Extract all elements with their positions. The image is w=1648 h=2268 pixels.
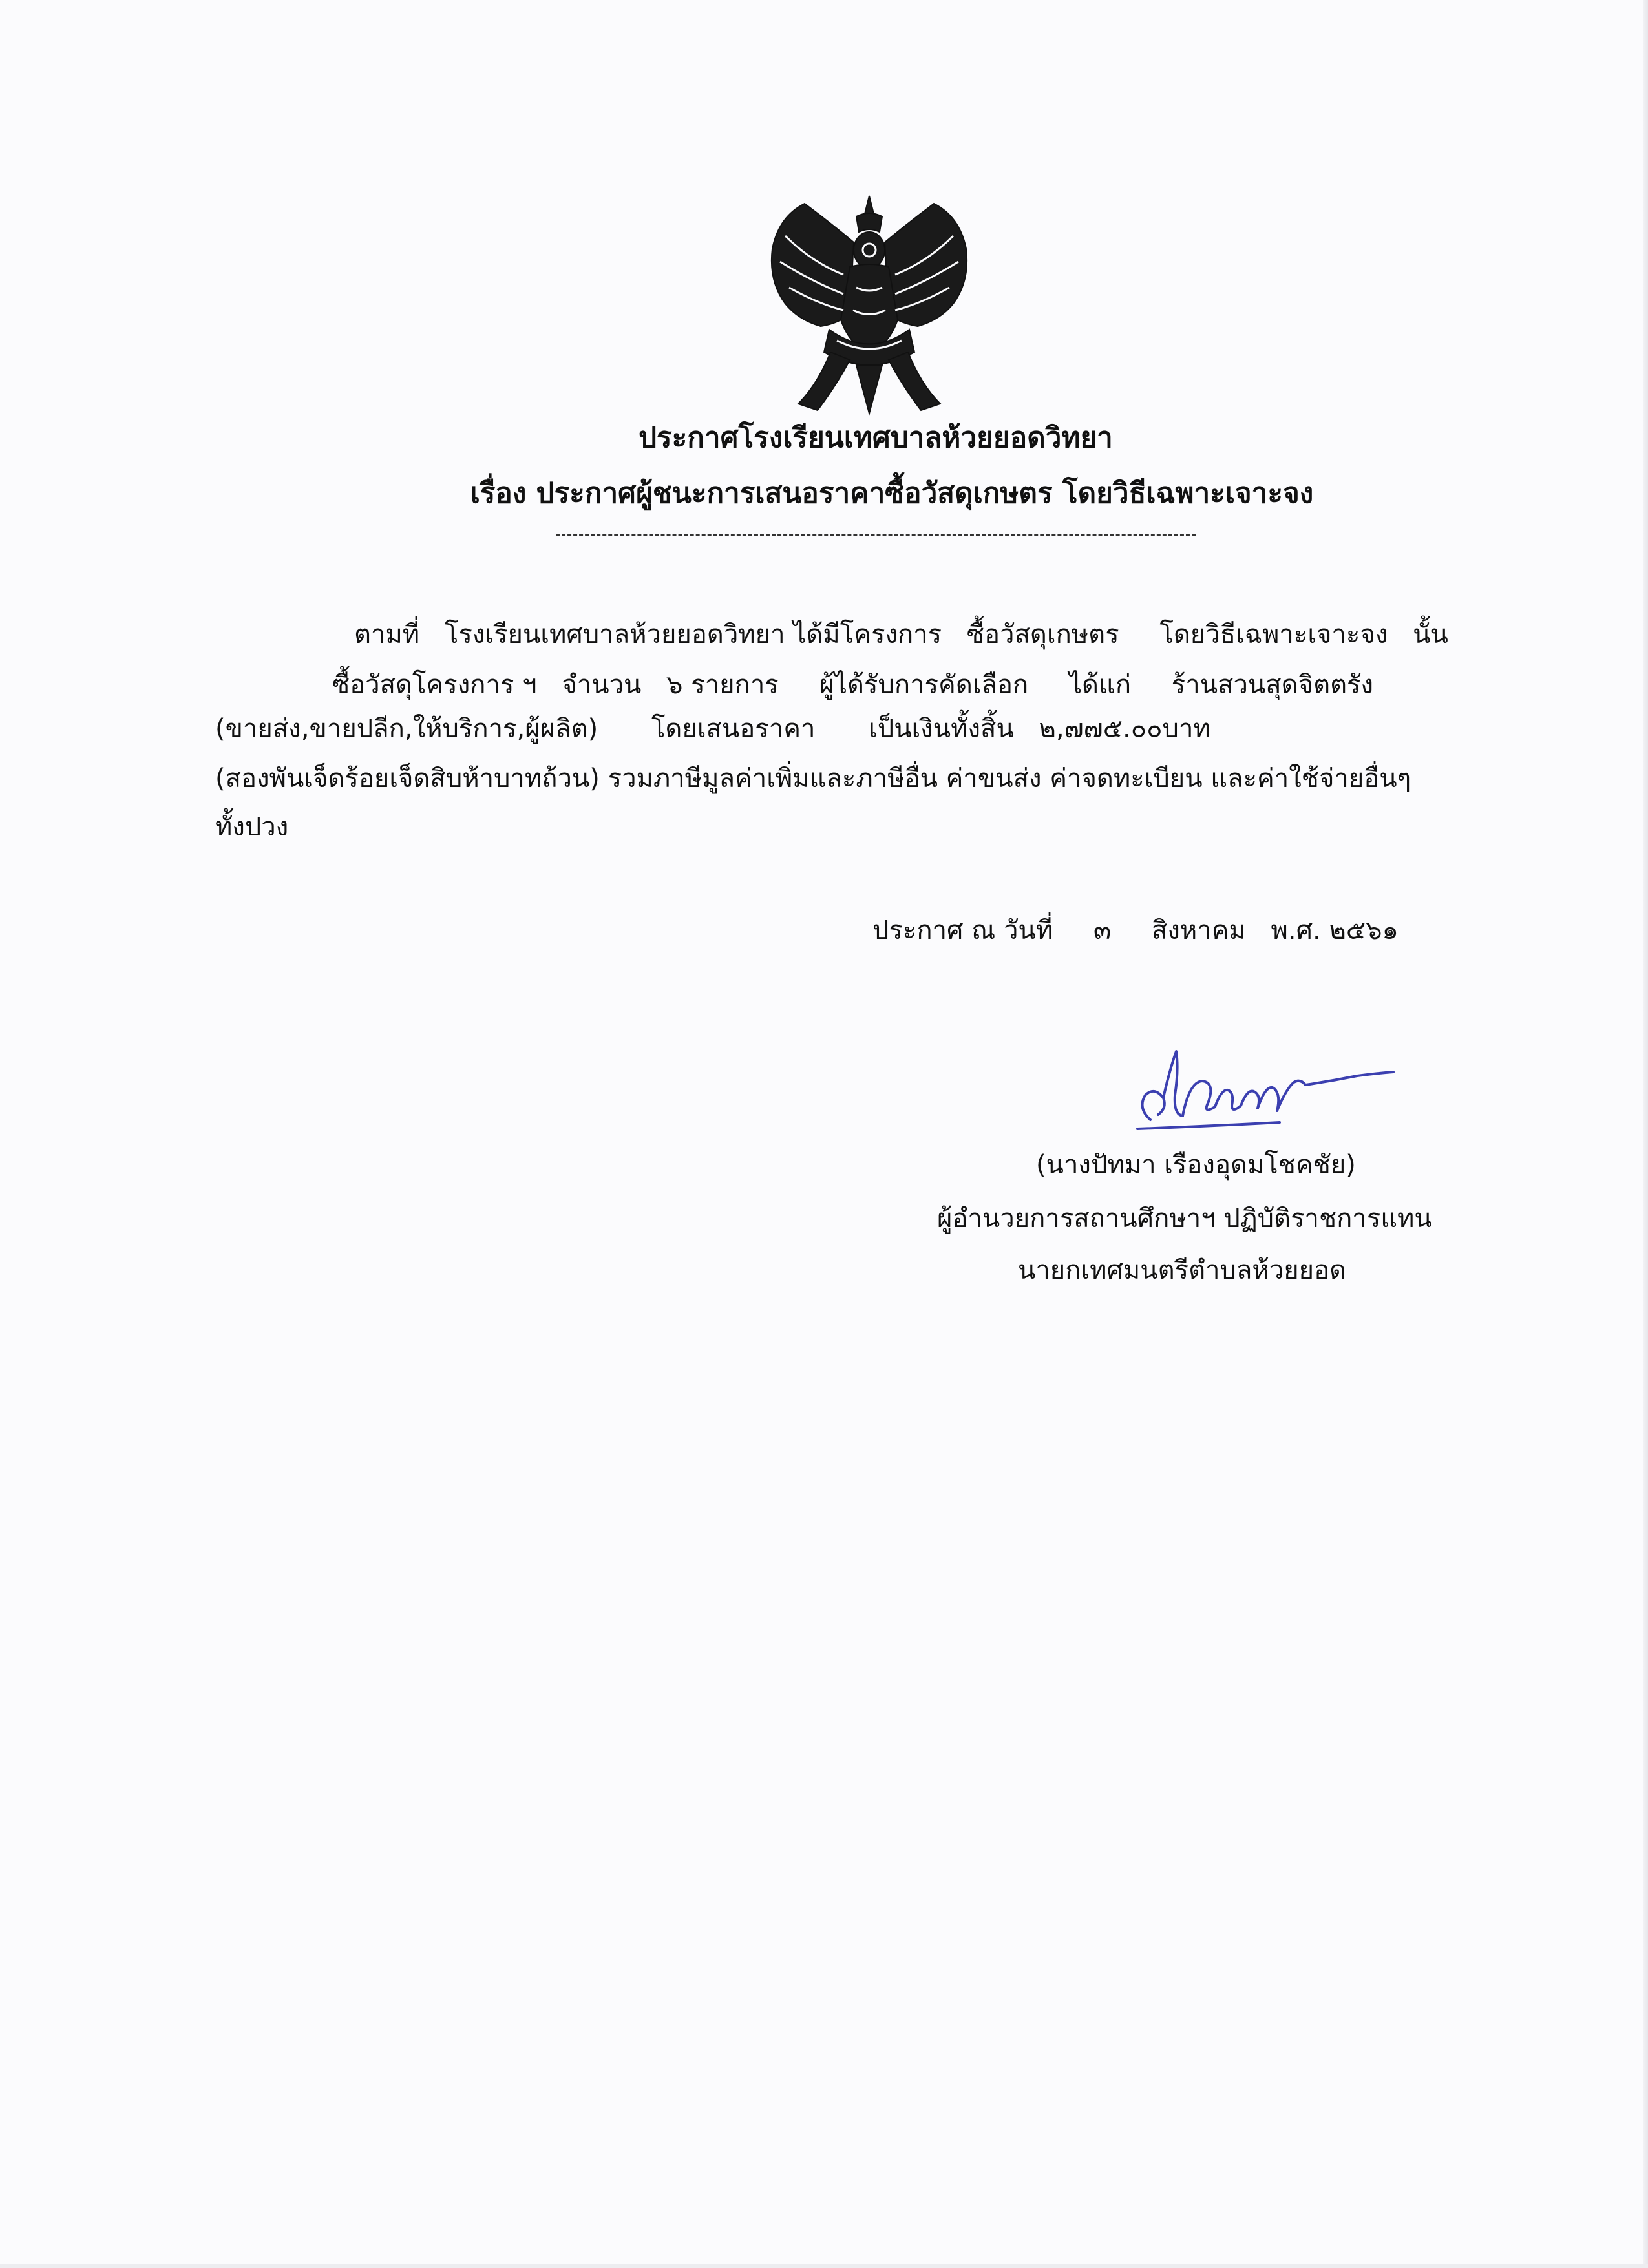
announcement-title: ประกาศโรงเรียนเทศบาลห้วยยอดวิทยา [639, 421, 1113, 454]
body-text: โดยวิธีเฉพาะเจาะจง [1159, 620, 1388, 649]
body-text: (ขายส่ง,ขายปลีก,ให้บริการ,ผู้ผลิต) [215, 714, 598, 744]
body-line-1 [354, 622, 1448, 647]
divider [556, 534, 1196, 536]
body-line-5: ทั้งปวง [215, 812, 289, 842]
body-text: นั้น [1413, 620, 1448, 649]
body-text: ซื้อวัสดุเกษตร [966, 620, 1119, 649]
body-text: โรงเรียนเทศบาลห้วยยอดวิทยา ได้มีโครงการ [444, 620, 942, 649]
scan-edge [1643, 0, 1648, 2268]
vendor-name: ร้านสวนสุดจิตตรัง [1171, 670, 1374, 700]
body-text: ได้แก่ [1068, 670, 1132, 700]
body-line-4: (สองพันเจ็ดร้อยเจ็ดสิบห้าบาทถ้วน) รวมภาษีมูลค่าเพิ่มและภาษีอื่น ค่าขนส่ง ค่าจดทะเบียน และค่าใช้จ่ายอื่นๆ [215, 764, 1411, 793]
handwritten-signature-icon [1112, 1044, 1396, 1134]
body-line-3 [215, 716, 1210, 742]
body-line-2 [332, 672, 1373, 698]
bid-amount: ๒,๗๗๕.๐๐บาท [1039, 714, 1210, 744]
date-month: สิงหาคม [1151, 916, 1246, 945]
signatory-position-2: นายกเทศมนตรีตำบลห้วยยอด [1018, 1255, 1347, 1285]
date-day: ๓ [1093, 916, 1112, 945]
body-text: ซื้อวัสดุโครงการ ฯ [332, 670, 537, 700]
body-text: จำนวน [562, 670, 642, 700]
announcement-subject: เรื่อง ประกาศผู้ชนะการเสนอราคาซื้อวัสดุเกษตร โดยวิธีเฉพาะเจาะจง [470, 477, 1314, 510]
body-text: ตามที่ [354, 620, 420, 649]
body-text: เป็นเงินทั้งสิ้น [869, 714, 1014, 744]
date-year: พ.ศ. ๒๕๖๑ [1271, 916, 1399, 945]
signatory-position: ผู้อำนวยการสถานศึกษาฯ ปฏิบัติราชการแทน [937, 1204, 1432, 1234]
announcement-date [872, 918, 1399, 943]
signatory-name: (นางปัทมา เรืองอุดมโชคชัย) [1036, 1150, 1356, 1180]
body-text: ๖ รายการ [666, 670, 779, 700]
scan-edge-bottom [0, 2264, 1648, 2268]
date-label: ประกาศ ณ วันที่ [872, 916, 1053, 945]
garuda-emblem-icon [759, 191, 979, 423]
body-text: โดยเสนอราคา [651, 714, 816, 744]
body-text: ผู้ได้รับการคัดเลือก [819, 670, 1029, 700]
